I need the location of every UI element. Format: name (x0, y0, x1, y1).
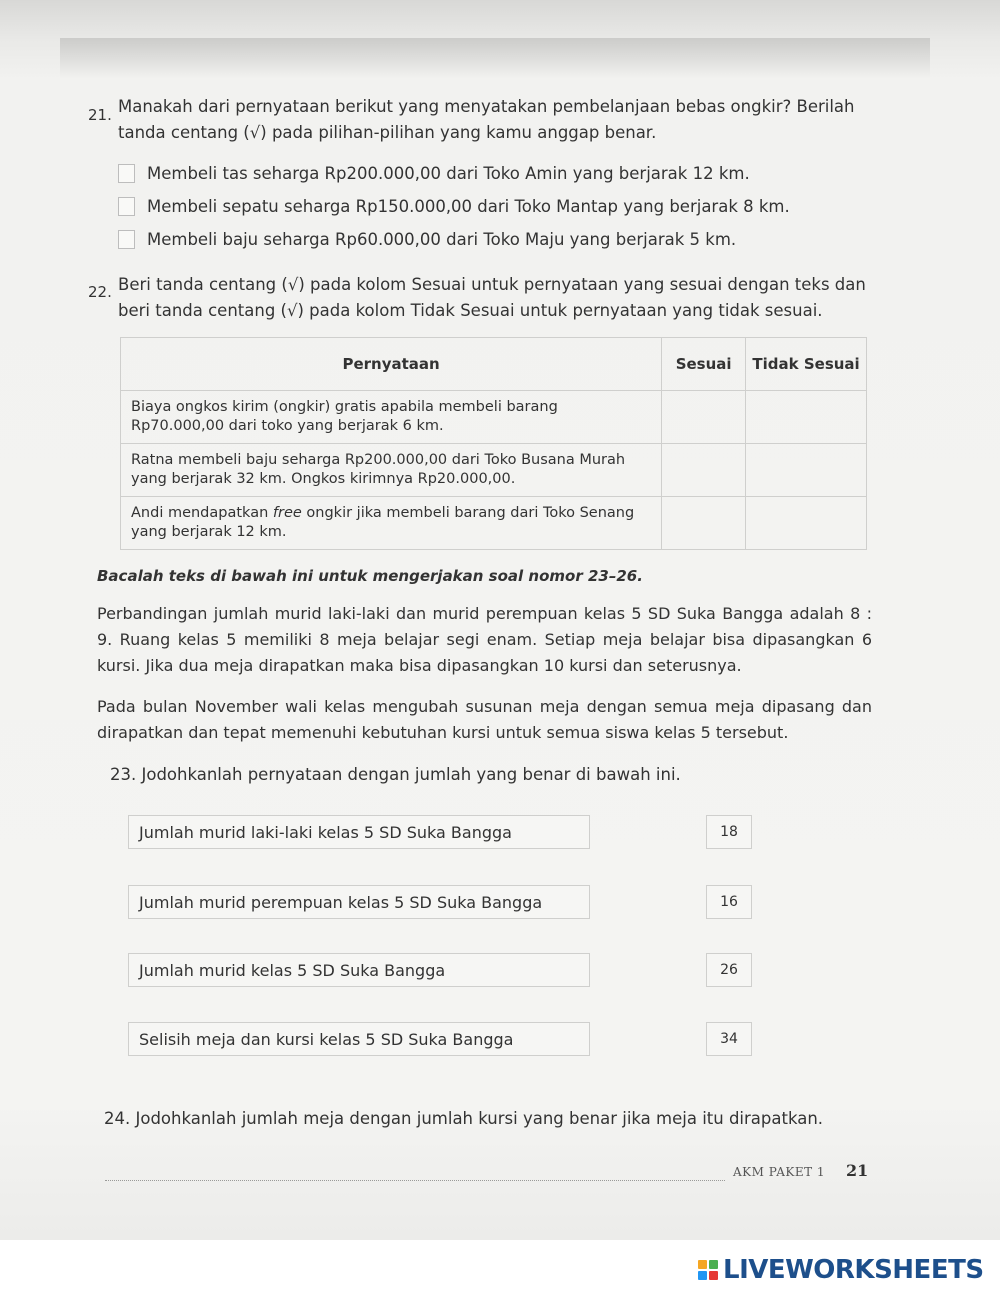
match-statement-3[interactable]: Jumlah murid kelas 5 SD Suka Bangga (128, 953, 590, 987)
sesuai-cell[interactable] (662, 497, 746, 550)
header-sesuai: Sesuai (662, 338, 746, 391)
match-statement-4[interactable]: Selisih meja dan kursi kelas 5 SD Suka Bangga (128, 1022, 590, 1056)
match-value-3[interactable]: 26 (706, 953, 752, 987)
question-21-number: 21. (88, 106, 112, 124)
table-header-row (121, 338, 867, 391)
question-22-number: 22. (88, 283, 112, 301)
option-label: Membeli tas seharga Rp200.000,00 dari Toko Amin yang berjarak 12 km. (147, 163, 750, 183)
footer-divider (105, 1180, 725, 1181)
tidak-sesuai-cell[interactable] (746, 391, 867, 444)
statement-cell: Biaya ongkos kirim (ongkir) gratis apabila membeli barang Rp70.000,00 dari toko yang berjarak 6 km. (121, 391, 662, 444)
header-tidak-sesuai: Tidak Sesuai (746, 338, 867, 391)
question-21-text: Manakah dari pernyataan berikut yang menyatakan pembelanjaan bebas ongkir? Berilah tanda centang (√) pada pilihan-pilihan yang kamu anggap benar. (118, 97, 855, 142)
tidak-sesuai-cell[interactable] (746, 444, 867, 497)
match-value-4[interactable]: 34 (706, 1022, 752, 1056)
checkbox[interactable] (118, 230, 135, 249)
table-row (121, 391, 867, 444)
sesuai-cell[interactable] (662, 444, 746, 497)
passage-paragraph-2: Pada bulan November wali kelas mengubah susunan meja dengan semua meja dipasang dan dirapatkan dan tepat memenuhi kebutuhan kursi untuk semua siswa kelas 5 tersebut. (97, 697, 872, 742)
footer-label: AKM PAKET 1 (733, 1165, 826, 1179)
table-row (121, 444, 867, 497)
table-row (121, 497, 867, 550)
statement-table (120, 337, 867, 550)
liveworksheets-logo (698, 1255, 984, 1285)
liveworksheets-grid-icon (698, 1260, 718, 1280)
question-22-text: Beri tanda centang (√) pada kolom Sesuai untuk pernyataan yang sesuai dengan teks dan beri tanda centang (√) pada kolom Tidak Sesuai untuk pernyataan yang tidak sesuai. (118, 275, 866, 320)
match-value-1[interactable]: 18 (706, 815, 752, 849)
statement-cell: Andi mendapatkan free ongkir jika membeli barang dari Toko Senang yang berjarak 12 km. (121, 497, 662, 550)
match-statement-2[interactable]: Jumlah murid perempuan kelas 5 SD Suka Bangga (128, 885, 590, 919)
match-value-2[interactable]: 16 (706, 885, 752, 919)
statement-cell: Ratna membeli baju seharga Rp200.000,00 dari Toko Busana Murah yang berjarak 32 km. Ongkos kirimnya Rp20.000,00. (121, 444, 662, 497)
option-label: Membeli sepatu seharga Rp150.000,00 dari Toko Mantap yang berjarak 8 km. (147, 196, 790, 216)
scan-shadow (60, 38, 930, 78)
liveworksheets-wordmark: LIVEWORKSHEETS (723, 1255, 984, 1285)
q21-option-1[interactable] (118, 160, 750, 186)
option-label: Membeli baju seharga Rp60.000,00 dari Toko Maju yang berjarak 5 km. (147, 229, 737, 249)
q21-option-2[interactable] (118, 193, 790, 219)
passage-paragraph-1: Perbandingan jumlah murid laki-laki dan murid perempuan kelas 5 SD Suka Bangga adalah 8 : 9. Ruang kelas 5 memiliki 8 meja belajar segi enam. Setiap meja belajar bisa dipasangkan 6 kursi. Jika dua meja dirapatkan maka bisa dipasangkan 10 kursi dan seterusnya. (97, 604, 872, 675)
checkbox[interactable] (118, 197, 135, 216)
sesuai-cell[interactable] (662, 391, 746, 444)
page-number: 21 (846, 1161, 869, 1180)
match-statement-1[interactable]: Jumlah murid laki-laki kelas 5 SD Suka Bangga (128, 815, 590, 849)
tidak-sesuai-cell[interactable] (746, 497, 867, 550)
question-24-text: 24. Jodohkanlah jumlah meja dengan jumlah kursi yang benar jika meja itu dirapatkan. (104, 1109, 824, 1128)
question-23-text: 23. Jodohkanlah pernyataan dengan jumlah yang benar di bawah ini. (110, 765, 681, 784)
checkbox[interactable] (118, 164, 135, 183)
header-pernyataan: Pernyataan (121, 338, 662, 391)
q21-option-3[interactable] (118, 226, 736, 252)
passage-instruction: Bacalah teks di bawah ini untuk mengerjakan soal nomor 23–26. (97, 567, 643, 585)
